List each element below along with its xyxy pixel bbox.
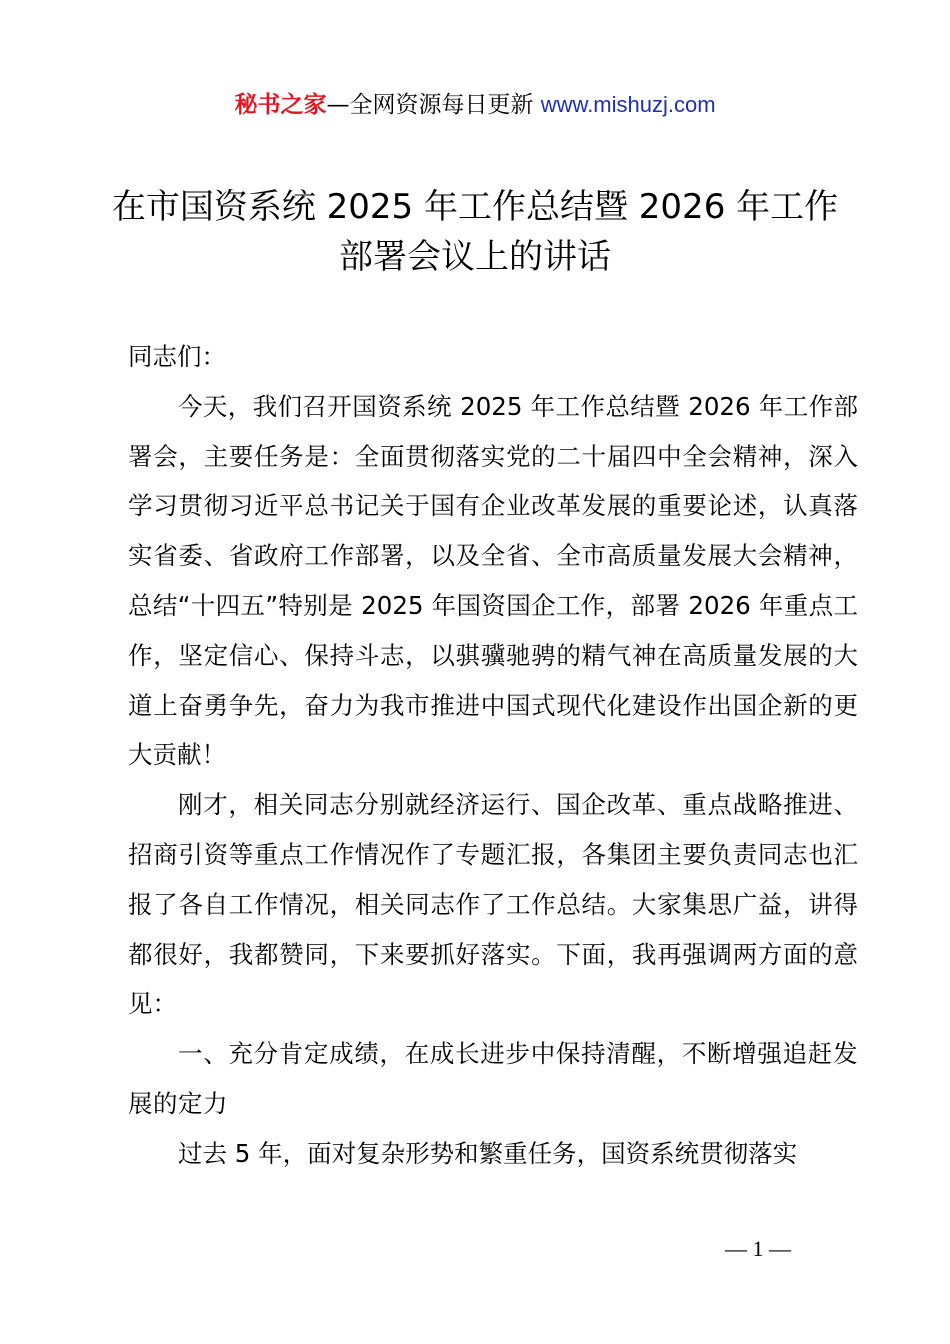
site-header <box>0 88 950 122</box>
document-title <box>100 182 850 282</box>
title-line-2: 部署会议上的讲话 <box>339 237 611 277</box>
title-line-1: 在市国资系统 2025 年工作总结暨 2026 年工作 <box>111 187 839 227</box>
paragraph: 刚才，相关同志分别就经济运行、国企改革、重点战略推进、招商引资等重点工作情况作了专题汇报，各集团主要负责同志也汇报了各自工作情况，相关同志作了工作总结。大家集思广益，讲得都很好，我都赞同，下来要抓好落实。下面，我再强调两方面的意见： <box>128 790 858 1019</box>
salutation: 同志们： <box>128 342 226 371</box>
paragraph: 今天，我们召开国资系统 2025 年工作总结暨 2026 年工作部署会，主要任务是：全面贯彻落实党的二十届四中全会精神，深入学习贯彻习近平总书记关于国有企业改革发展的重要论述，认真落实省委、省政府工作部署，以及全省、全市高质量发展大会精神，总结“十四五”特别是 2025 年国资国企工作，部署 2026 年重点工作，坚定信心、保持斗志，以骐骥驰骋的精气神在高质量发展的大道上奋勇争先，奋力为我市推进中国式现代化建设作出国企新的更大贡献！ <box>128 391 858 770</box>
page-number: — 1 — <box>725 1236 791 1261</box>
header-tagline: —全网资源每日更新 <box>326 92 541 118</box>
paragraph: 过去 5 年，面对复杂形势和繁重任务，国资系统贯彻落实 <box>178 1138 798 1168</box>
document-body <box>128 332 858 1179</box>
section-heading: 一、充分肯定成绩，在成长进步中保持清醒，不断增强追赶发展的定力 <box>128 1039 858 1118</box>
brand-name: 秘书之家 <box>234 92 327 118</box>
site-url[interactable]: www.mishuzj.com <box>540 92 716 117</box>
